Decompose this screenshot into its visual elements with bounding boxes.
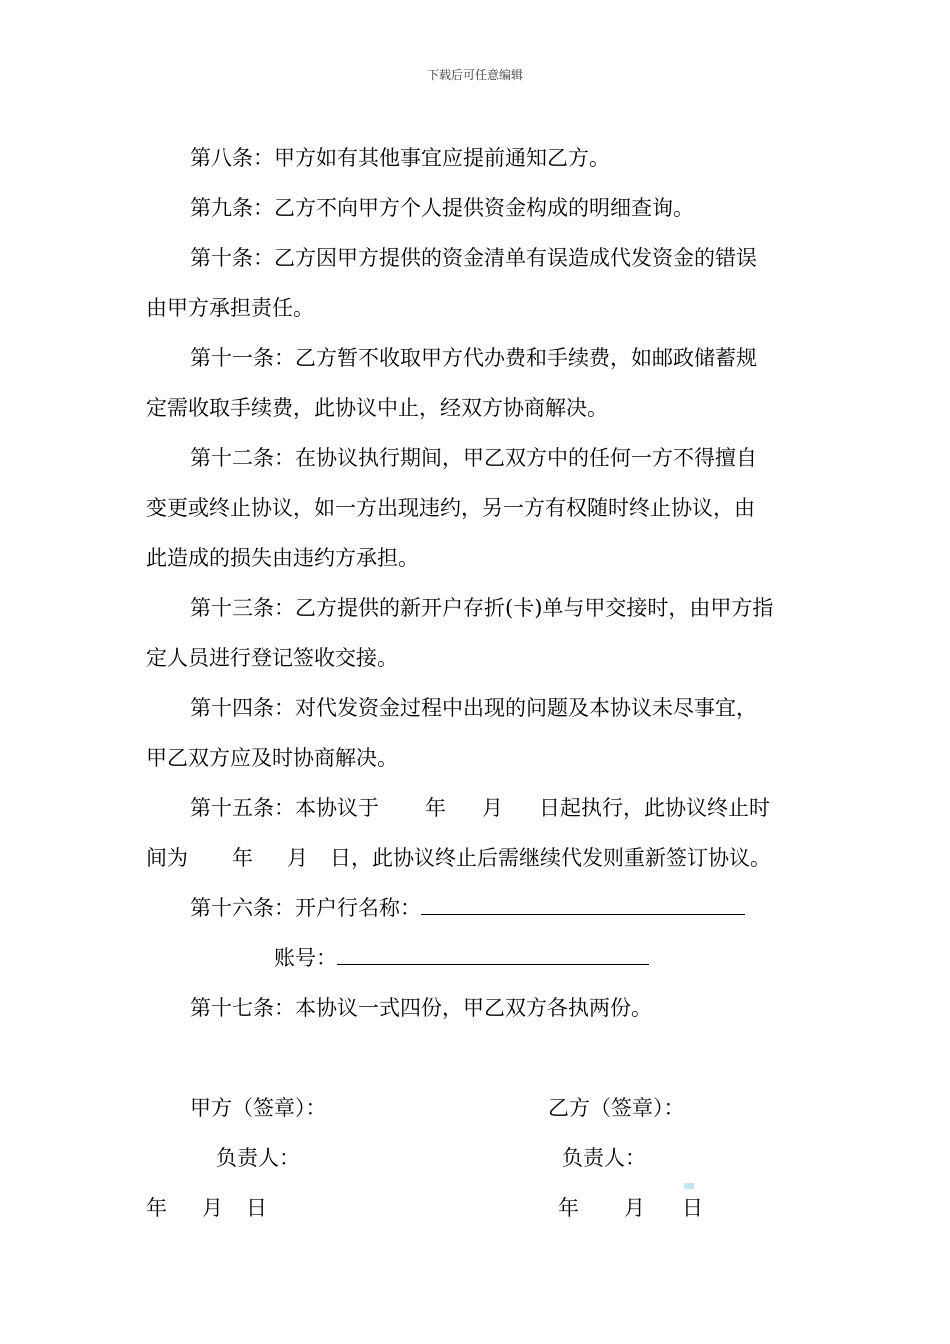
clause-10-line-2: 由甲方承担责任。 [146, 296, 314, 320]
clause-13-line-2: 定人员进行登记签收交接。 [146, 646, 398, 670]
clause-15-line-1 [146, 783, 811, 833]
party-a-day: 日 [246, 1196, 267, 1220]
clause-11-line-2: 定需收取手续费，此协议中止，经双方协商解决。 [146, 396, 608, 420]
clause-10-line-1: 第十条：乙方因甲方提供的资金清单有误造成代发资金的错误 [190, 246, 757, 270]
party-a-year: 年 [146, 1196, 167, 1220]
clause-12-line-3: 此造成的损失由违约方承担。 [146, 546, 419, 570]
clause-13-line-1: 第十三条：乙方提供的新开户存折(卡)单与甲交接时，由甲方指 [190, 596, 774, 620]
document-body [146, 133, 811, 1233]
clause-15-start-label: 第十五条：本协议于 [190, 796, 379, 820]
party-b-month: 月 [624, 1196, 645, 1220]
clause-8: 第八条：甲方如有其他事宜应提前通知乙方。 [190, 146, 610, 170]
clause-14-line-2: 甲乙双方应及时协商解决。 [146, 746, 398, 770]
month-label: 月 [482, 796, 503, 820]
bank-name-blank [421, 894, 745, 915]
signature-row-parties [146, 1083, 811, 1133]
party-b-day: 日 [682, 1196, 703, 1220]
clause-15-end-label: 间为 [146, 846, 188, 870]
account-blank [337, 944, 649, 965]
account-label: 账号： [274, 946, 337, 970]
signature-row-persons [146, 1133, 811, 1183]
clause-9: 第九条：乙方不向甲方个人提供资金构成的明细查询。 [190, 196, 694, 220]
year-label: 年 [232, 846, 253, 870]
party-a-person-label: 负责人： [216, 1146, 300, 1170]
signature-row-dates [146, 1183, 811, 1233]
party-b-year: 年 [558, 1196, 579, 1220]
clause-16-account-line [146, 933, 811, 983]
clause-12-line-2: 变更或终止协议，如一方出现违约，另一方有权随时终止协议，由 [146, 496, 755, 520]
party-a-seal-label: 甲方（签章）： [190, 1096, 327, 1120]
party-b-person-label: 负责人： [562, 1146, 646, 1170]
highlight-mark [684, 1183, 694, 1189]
clause-11-line-1: 第十一条：乙方暂不收取甲方代办费和手续费，如邮政储蓄规 [190, 346, 757, 370]
month-label: 月 [287, 846, 308, 870]
clause-14-line-1: 第十四条：对代发资金过程中出现的问题及本协议未尽事宜， [190, 696, 757, 720]
party-b-seal-label: 乙方（签章）： [548, 1096, 685, 1120]
clause-15-end-tail: 日，此协议终止后需继续代发则重新签订协议。 [330, 846, 771, 870]
clause-12-line-1: 第十二条：在协议执行期间，甲乙双方中的任何一方不得擅自 [190, 446, 757, 470]
bank-name-label: 第十六条：开户行名称： [190, 896, 421, 920]
spacer [146, 1033, 811, 1083]
header-note: 下载后可任意编辑 [426, 68, 523, 82]
clause-15-start-tail: 日起执行，此协议终止时 [539, 796, 770, 820]
year-label: 年 [425, 796, 446, 820]
party-a-month: 月 [202, 1196, 223, 1220]
clause-16-bank-line [146, 883, 811, 933]
clause-15-line-2 [146, 833, 811, 883]
clause-17: 第十七条：本协议一式四份，甲乙双方各执两份。 [190, 996, 652, 1020]
